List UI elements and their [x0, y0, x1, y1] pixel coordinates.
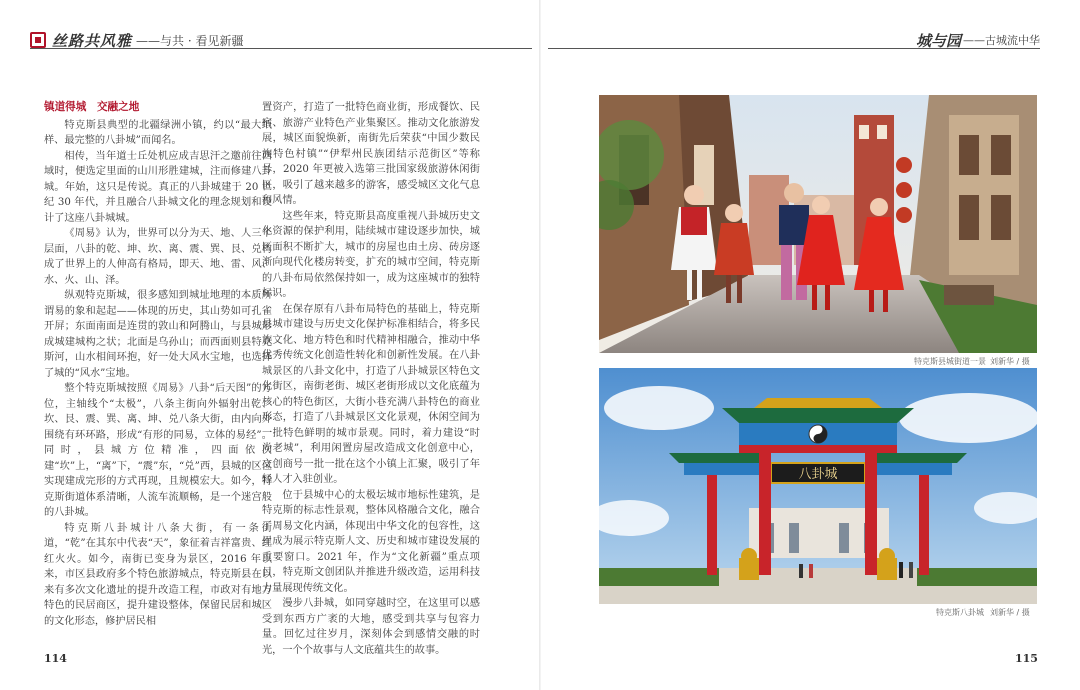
paragraph: 纵观特克斯城，很多感知到城址地理的本质所谓易的象和起起——体现的历史，其山势如可孔雀开屏；东面南面是连贯的敦山和阿腾山，与县城形成城建城构之状；北面是乌孙山；而西面则县特克斯河，山水相间环抱，好一处大风水宝地，也选择了城的“风水”宝地。 — [44, 290, 272, 379]
photo-archway — [599, 368, 1037, 604]
paragraph: 特克斯八卦城计八条大街，有一条街道，“乾”在其东中代表“天”，象征着吉祥富贵、红红火火。如今，南街已变身为景区，2016 年以来，市区县政府多个特色旅游城点，特克斯县在以来有多次文化遗址的提升改造工程，市政对有地方特色的民居商区，提升建设整体，保留民居和城区的文化形态，修护居民相 — [44, 522, 272, 627]
section-heading: 镇道得城 交融之地 — [44, 101, 140, 113]
photo-caption: 特克斯八卦城 — [936, 608, 984, 617]
brand-logo-icon — [30, 32, 46, 48]
page-number-right: 115 — [1015, 652, 1038, 665]
text-column-left — [44, 100, 272, 629]
paragraph: 《周易》认为，世界可以分为天、地、人三个层面，八卦的乾、坤、坎、离、震、巽、艮、兑构成了世界上的人伸高有格局，即天、地、雷、风、水、火、山、泽。 — [44, 228, 272, 286]
page-number-left: 114 — [44, 652, 67, 665]
paragraph: 这些年来，特克斯县高度重视八卦城历史文化资源的保护利用，陆续城市建设逐步加快，城区面积不断扩大，城市的房屋也由土房、砖房逐渐向现代化楼房转变，扩充的城市空间，特克斯的八卦布局依然保持如一，成为这座城市的独特标识。 — [262, 210, 480, 299]
brand-title-left: 丝路共风雅 — [52, 31, 133, 50]
header-right — [916, 30, 1040, 50]
archway-sign-text: 八卦城 — [798, 467, 838, 482]
photo-caption: 特克斯县城街道一景 — [914, 357, 986, 366]
brand-subtitle-right: ——古城流中华 — [963, 34, 1040, 47]
paragraph: 相传，当年道士丘处机应成吉思汗之邀前往西域时，便选定里面的山川形胜建城，注而修建八卦城。年始，这只是传说。真正的八卦城建于 20 世纪 30 年代，并且融合八卦城文化的理念规划和设计了这座八卦城城。 — [44, 150, 272, 224]
street-illustration — [599, 95, 1037, 353]
photo-credit: 刘新华 / 摄 — [990, 608, 1030, 617]
text-column-right — [262, 100, 480, 658]
photo-credit: 刘新华 / 摄 — [990, 357, 1030, 366]
header-rule-right — [548, 48, 1040, 49]
paragraph: 在保存原有八卦布局特色的基础上，特克斯县城市建设与历史文化保护标准相结合，将多民族文化、地方特色和时代精神相融合，推动中华优秀传统文化创造性转化和创新性发展。在八卦城景区的八卦文化中，打造了八卦城景区特色文化街区，南街老街、城区老街形成以文化底蕴为核心的特色街区，大街小巷充满八卦特色的商业形态，打造了八卦城景区文化景观，休闲空间为一批特色鲜明的城市景观。同时，着力建设“时尚老城”，利用闲置房屋改造成文化创意中心，文创商号一批一批在这个小镇上汇聚，吸引了年轻人才入驻创业。 — [262, 303, 480, 485]
page-gutter — [539, 0, 541, 690]
paragraph: 特克斯县典型的北疆绿洲小镇，约以“最大纸样、最完整的八卦城”而闻名。 — [44, 119, 272, 146]
archway-illustration — [599, 368, 1037, 604]
paragraph: 漫步八卦城，如同穿越时空，在这里可以感受到东西方广袤的大地，感受到共享与包容力量。回忆过往岁月，深刻体会到感情交融的时光，一个个故事与人文底蕴共生的故事。 — [262, 598, 480, 656]
paragraph: 位于县城中心的太极坛城市地标性建筑，是特克斯的标志性景观，整体风格融合文化，融合了周易文化内涵，体现出中华文化的包容性，这里成为展示特克斯人文、历史和城市建设发展的重要窗口。2021 年，作为“文化新疆”重点项目，特克斯文创团队并推进升级改造，运用科技力量展现传统文化。 — [262, 489, 480, 594]
brand-title-right: 城与园 — [915, 31, 961, 50]
header-left — [30, 30, 243, 50]
paragraph: 整个特克斯城按照《周易》八卦“后天图”的方位，主轴线个“太极”，八条主街向外辐射出乾、坎、艮、震、巽、离、坤、兑八条大街，由内向外围绕有环环路，形成“有形的同易，立体的易经”。同时，县城方位精准，四面依次建“坎”上，“离”下，“震”东，“兑”西，县城的区位实现建成完形的方式再现，且规模宏大。如今，特克斯街道体系清晰，人流车流顺畅，是一个迷宫般的八卦城。 — [44, 383, 272, 518]
photo-street-children — [599, 95, 1037, 353]
header-rule-left — [30, 48, 532, 49]
brand-subtitle-left: ——与共 · 看见新疆 — [136, 33, 244, 48]
paragraph: 置资产，打造了一批特色商业街，形成餐饮、民宿、旅游产业特色产业集聚区。推动文化旅游发展，城区面貌焕新，南街先后荣获“中国少数民族特色村镇”“伊犁州民族团结示范街区”等称号，2020 年更被入选第三批国家级旅游休闲街区，吸引了越来越多的游客，感受城区文化气息和风情。 — [262, 102, 480, 206]
